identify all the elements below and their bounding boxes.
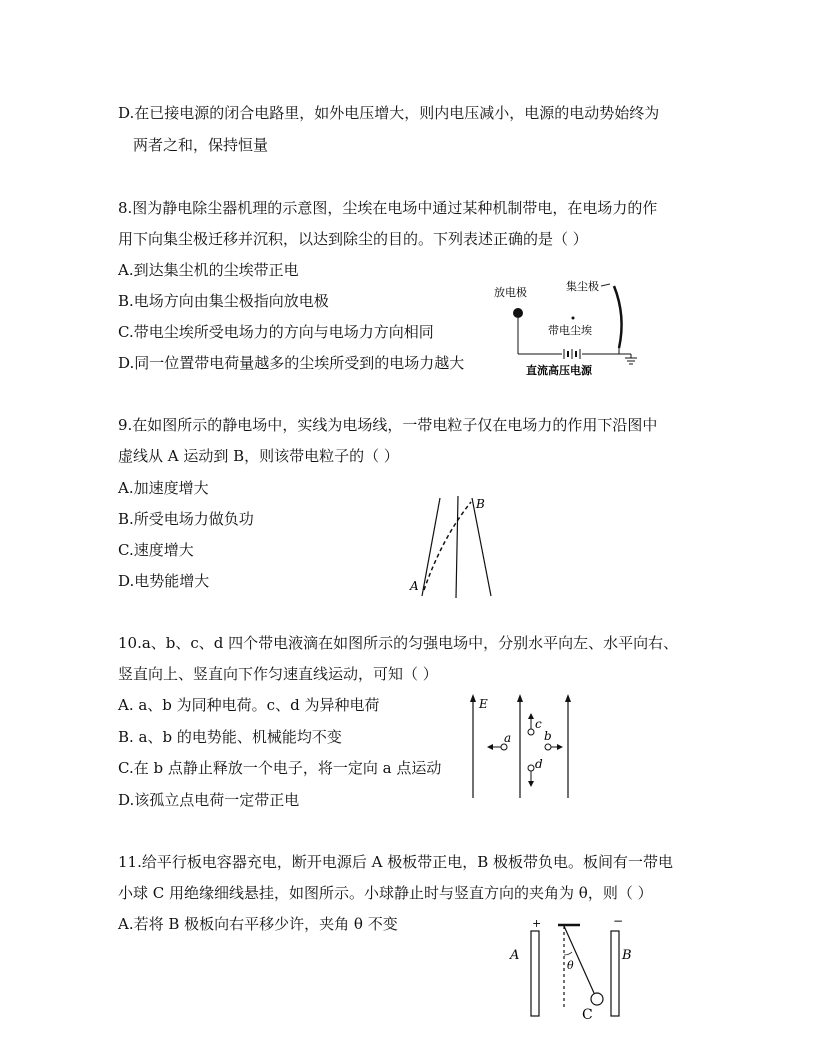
q10-stem-line2: 竖直向上、竖直向下作匀速直线运动，可知（ ） <box>118 665 438 683</box>
q10-figure-uniform-field <box>460 688 580 803</box>
q11-label-ball: C <box>582 1007 593 1023</box>
q9-field-line-middle <box>456 496 458 598</box>
q11-label-theta: θ <box>567 959 574 972</box>
q10-label-b: b <box>544 729 552 743</box>
q8-label-collector: 集尘极 <box>566 280 599 293</box>
q10-stem-line1: 10.a、b、c、d 四个带电液滴在如图所示的匀强电场中，分别水平向左、水平向右、 <box>118 634 679 652</box>
q8-option-c: C.带电尘埃所受电场力的方向与电场力方向相同 <box>118 323 434 341</box>
q10-label-c: c <box>535 717 542 731</box>
q9-option-d: D.电势能增大 <box>118 572 210 590</box>
q8-option-d: D.同一位置带电荷量越多的尘埃所受到的电场力越大 <box>118 354 465 372</box>
q10-label-a: a <box>504 731 512 745</box>
q9-option-a: A.加速度增大 <box>118 479 209 497</box>
q7-option-d-line2: 两者之和，保持恒量 <box>133 136 269 154</box>
q10-option-d: D.该孤立点电荷一定带正电 <box>118 791 300 809</box>
q11-figure-capacitor <box>500 915 650 1025</box>
q8-figure-precipitator <box>476 276 646 380</box>
q8-battery-symbol <box>564 349 580 359</box>
q8-option-b: B.电场方向由集尘极指向放电极 <box>118 292 329 310</box>
q11-plate-b <box>611 931 619 1016</box>
q9-figure-field <box>400 488 505 603</box>
q11-label-plate-b: B <box>622 948 632 963</box>
q8-stem-line1: 8.图为静电除尘器机理的示意图，尘埃在电场中通过某种机制带电，在电场力的作 <box>118 199 658 217</box>
q9-option-c: C.速度增大 <box>118 541 194 559</box>
q8-collector-plate <box>614 286 622 348</box>
q11-stem-line1: 11.给平行板电容器充电，断开电源后 A 极板带正电，B 极板带负电。板间有一带电 <box>118 853 674 871</box>
q8-label-discharge: 放电极 <box>494 286 527 299</box>
q11-ball-c <box>591 993 603 1005</box>
q11-label-minus: − <box>613 915 624 928</box>
q8-discharge-electrode <box>513 308 523 318</box>
q11-option-a: A.若将 B 极板向右平移少许，夹角 θ 不变 <box>118 915 398 933</box>
q9-stem-line2: 虚线从 A 运动到 B，则该带电粒子的（ ） <box>118 447 399 465</box>
q11-plate-a <box>531 931 539 1016</box>
q8-ground-symbol <box>625 354 637 364</box>
q10-droplet-d <box>528 765 534 787</box>
q9-option-b: B.所受电场力做负功 <box>118 510 254 528</box>
q10-option-b: B. a、b 的电势能、机械能均不变 <box>118 728 342 746</box>
q11-angle-arc <box>564 952 572 955</box>
q9-field-line-left <box>422 498 440 596</box>
q10-option-c: C.在 b 点静止释放一个电子，将一定向 a 点运动 <box>118 759 442 777</box>
q11-stem-line2: 小球 C 用绝缘细线悬挂，如图所示。小球静止时与竖直方向的夹角为 θ，则（ ） <box>118 884 653 902</box>
q7-option-d-line1: D.在已接电源的闭合电路里，如外电压增大，则内电压减小，电源的电动势始终为 <box>118 104 660 122</box>
q9-field-line-right <box>472 498 491 596</box>
q9-label-a: A <box>410 579 419 593</box>
q8-dust-particle <box>572 317 575 320</box>
q10-droplet-b <box>545 744 563 750</box>
q10-droplet-c <box>528 713 534 735</box>
q10-label-e: E <box>479 697 488 711</box>
q8-option-a: A.到达集尘机的尘埃带正电 <box>118 261 299 279</box>
q10-option-a: A. a、b 为同种电荷。c、d 为异种电荷 <box>118 696 380 714</box>
q8-label-power: 直流高压电源 <box>526 364 592 377</box>
q8-stem-line2: 用下向集尘极迁移并沉积，以达到除尘的目的。下列表述正确的是（ ） <box>118 230 588 248</box>
q11-label-plate-a: A <box>510 948 520 963</box>
q11-label-plus: + <box>532 917 542 930</box>
q8-label-dust: 带电尘埃 <box>548 324 592 337</box>
q10-label-d: d <box>535 757 543 771</box>
q8-collector-pointer <box>601 284 610 286</box>
q9-stem-line1: 9.在如图所示的静电场中，实线为电场线，一带电粒子仅在电场力的作用下沿图中 <box>118 416 658 434</box>
q9-label-b: B <box>476 497 485 511</box>
